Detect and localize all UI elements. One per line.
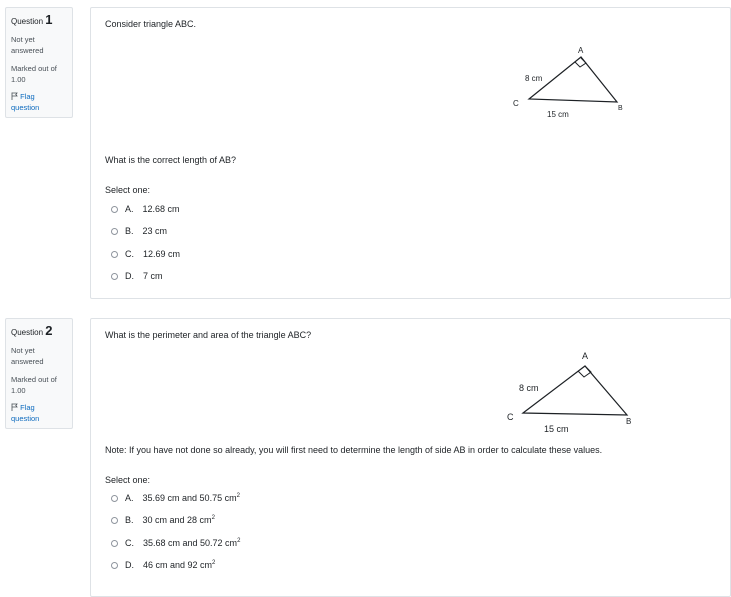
select-one-label: Select one: bbox=[105, 185, 151, 195]
question-intro: What is the perimeter and area of the triangle ABC? bbox=[105, 330, 312, 340]
answer-option[interactable]: C. 12.69 cm bbox=[111, 249, 180, 259]
radio-button[interactable] bbox=[111, 251, 118, 258]
radio-button[interactable] bbox=[111, 562, 118, 569]
answer-text: 46 cm and 92 $cm^2$ bbox=[143, 560, 216, 570]
question-text: What is the correct length of AB? bbox=[105, 155, 237, 165]
vertex-c: C bbox=[507, 412, 514, 422]
vertex-b: B bbox=[618, 105, 623, 112]
radio-button[interactable] bbox=[111, 273, 118, 280]
question-content bbox=[90, 318, 731, 597]
answer-text: 7 cm bbox=[143, 271, 163, 281]
question-info bbox=[5, 318, 73, 429]
answer-option[interactable]: C. 35.68 cm and 50.72 $cm^2$ bbox=[111, 538, 240, 548]
question-intro: Consider triangle ABC. bbox=[105, 19, 197, 29]
radio-button[interactable] bbox=[111, 495, 118, 502]
question-info bbox=[5, 7, 73, 118]
answer-option[interactable]: D. 7 cm bbox=[111, 271, 163, 281]
flag-icon bbox=[11, 92, 18, 100]
answer-option[interactable]: A. 35.69 cm and 50.75 $cm^2$ bbox=[111, 493, 240, 503]
flag-icon bbox=[11, 403, 18, 411]
answer-option[interactable]: B. 30 cm and 28 $cm^2$ bbox=[111, 515, 215, 525]
vertex-a: A bbox=[582, 351, 589, 361]
question-number: Question 2 bbox=[11, 323, 53, 338]
answer-option[interactable]: B. 23 cm bbox=[111, 226, 167, 236]
triangle-diagram bbox=[507, 44, 627, 124]
side-ca-label: 8 cm bbox=[525, 74, 543, 83]
answer-option[interactable]: D. 46 cm and 92 $cm^2$ bbox=[111, 560, 215, 570]
radio-button[interactable] bbox=[111, 517, 118, 524]
vertex-b: B bbox=[626, 417, 632, 426]
question-content bbox=[90, 7, 731, 299]
side-ca-label: 8 cm bbox=[519, 383, 539, 393]
answer-option[interactable]: A. 12.68 cm bbox=[111, 204, 180, 214]
vertex-a: A bbox=[578, 46, 584, 55]
answer-text: 23 cm bbox=[142, 226, 168, 236]
triangle-diagram bbox=[499, 348, 639, 438]
side-cb-label: 15 cm bbox=[544, 424, 569, 434]
answer-text: 12.69 cm bbox=[143, 249, 181, 259]
question-number: Question 1 bbox=[11, 12, 53, 27]
answer-text: 30 cm and 28 $cm^2$ bbox=[142, 515, 215, 525]
flag-question-link[interactable]: Flag question bbox=[11, 92, 40, 112]
question-grade: Marked out of 1.00 bbox=[11, 375, 57, 395]
right-angle-mark bbox=[575, 58, 586, 67]
side-cb-label: 15 cm bbox=[547, 110, 569, 119]
radio-button[interactable] bbox=[111, 206, 118, 213]
answer-text: 12.68 cm bbox=[142, 204, 180, 214]
radio-button[interactable] bbox=[111, 540, 118, 547]
radio-button[interactable] bbox=[111, 228, 118, 235]
question-state: Not yet answered bbox=[11, 35, 44, 55]
vertex-c: C bbox=[513, 99, 519, 108]
answer-text: 35.69 cm and 50.75 $cm^2$ bbox=[142, 493, 240, 503]
answer-text: 35.68 cm and 50.72 $cm^2$ bbox=[143, 538, 241, 548]
question-grade: Marked out of 1.00 bbox=[11, 64, 57, 84]
question-state: Not yet answered bbox=[11, 346, 44, 366]
triangle-shape bbox=[523, 366, 627, 415]
select-one-label: Select one: bbox=[105, 475, 151, 485]
flag-question-link[interactable]: Flag question bbox=[11, 403, 40, 423]
note-text: Note: If you have not done so already, you will first need to determine the length of side AB in order to calculate these values. bbox=[105, 445, 603, 455]
